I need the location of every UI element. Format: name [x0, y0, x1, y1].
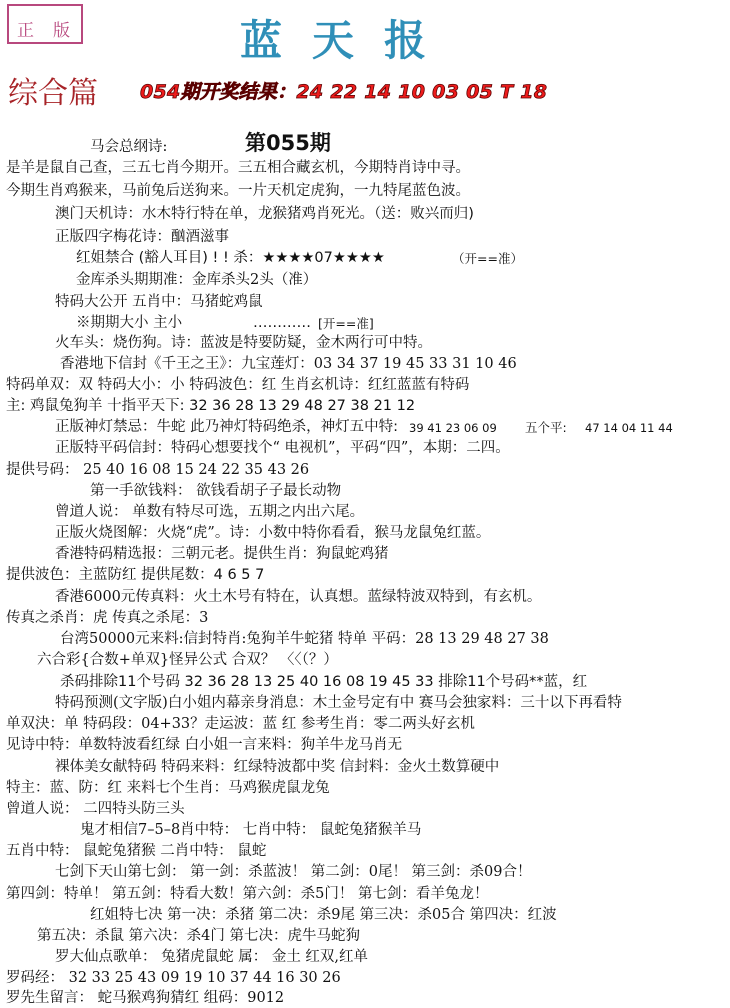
text-line: 罗码经： 32 33 25 43 09 19 10 37 44 16 30 26	[6, 970, 341, 986]
text-line: 五个平:	[525, 420, 567, 435]
draw-result-banner: 054期开奖结果：24 22 14 10 03 05 T 18	[140, 81, 548, 103]
text-line: 红姐特七决 第一决：杀猪 第二决：杀9尾 第三决：杀05合 第四决：红波	[90, 907, 557, 923]
text-line: 第一手欲钱料： 欲钱看胡子子最长动物	[90, 483, 342, 499]
text-line: …………	[253, 315, 311, 331]
text-line: 正版火烧图解：火烧“虎”。诗：小数中特你看看，猴马龙鼠兔红蓝。	[55, 525, 491, 541]
text-line: 提供号码： 25 40 16 08 15 24 22 35 43 26	[6, 462, 310, 478]
text-line: 第五决：杀鼠 第六决：杀4门 第七决：虎牛马蛇狗	[37, 928, 360, 944]
text-line: 主: 鸡鼠兔狗羊 十指平天下: 32 36 28 13 29 48 27 38 21 12	[6, 398, 416, 414]
text-line: 正版特平码信封：特码心想要找个“ 电视机”，平码“四”，本期：二四。	[55, 440, 510, 456]
text-line: 见诗中特：单数特波看红绿 白小姐一言来料：狗羊牛龙马肖无	[6, 737, 403, 753]
text-line: ※期期大小 主小	[76, 315, 183, 331]
text-line: 是羊是鼠自己查，三五七肖今期开。三五相合藏玄机，今期特肖诗中寻。	[6, 160, 470, 176]
text-line: 台湾50000元来料:信封特肖:兔狗羊牛蛇猪 特单 平码：28 13 29 48 27 38	[60, 631, 549, 647]
text-line: 47 14 04 11 44	[585, 421, 673, 435]
section-heading: 综合篇	[8, 76, 98, 111]
text-line: （开==准）	[452, 251, 523, 266]
stamp-left-char: 正	[17, 21, 34, 41]
text-line: 正版四字梅花诗：酗酒滋事	[55, 229, 229, 245]
text-line: 单双決：单 特码段：04+33？走运波：蓝 红 参考生肖：零二两头好玄机	[6, 716, 475, 732]
text-line: 火车头：烧伤狗。诗：蓝波是特要防疑，金木两行可中特。	[55, 335, 432, 351]
text-line: 香港特码精选报：三朝元老。提供生肖：狗鼠蛇鸡猪	[55, 546, 389, 562]
text-line: 曾道人说： 二四特头防三头	[6, 801, 185, 817]
text-line: 特主：蓝、防：红 来料七个生肖：马鸡猴虎鼠龙兔	[6, 780, 330, 796]
text-line: 传真之杀肖：虎 传真之杀尾：3	[6, 610, 209, 626]
text-line: 罗先生留言： 蛇马猴鸡狗猜红 组码：9012	[6, 990, 285, 1006]
text-line: 六合彩{合数+单双}怪异公式 合双？ 〈〈（？）	[37, 652, 338, 668]
text-line: 杀码排除11个号码 32 36 28 13 25 40 16 08 19 45 33 排除11个号码**蓝，红	[60, 674, 588, 690]
text-line: 特码预测(文字版)白小姐内幕亲身消息：木土金号定有中 赛马会独家料：三十以下再看特	[55, 695, 622, 711]
text-line: 澳门天机诗：水木特行特在单，龙猴猪鸡肖死光。（送：败兴而归)	[55, 206, 474, 222]
text-line: 罗大仙点歌单： 兔猪虎鼠蛇 属： 金土 红双,红单	[55, 949, 369, 965]
text-line: 香港6000元传真料：火土木号有特在，认真想。蓝绿特波双特到，有玄机。	[55, 589, 542, 605]
newspaper-title: 蓝天报	[240, 16, 457, 65]
text-line: 红姐禁合 (豁人耳目) ! ! 杀：★★★★07★★★★	[76, 250, 385, 266]
issue-number: 第055期	[245, 131, 331, 155]
text-line: 鬼才相信7–5–8肖中特： 七肖中特： 鼠蛇兔猪猴羊马	[80, 822, 422, 838]
text-line: [开==准]	[318, 316, 374, 331]
text-line: 提供波色：主蓝防红 提供尾数：4 6 5 7	[6, 567, 265, 583]
text-line: 五肖中特： 鼠蛇兔猪猴 二肖中特： 鼠蛇	[6, 843, 267, 859]
text-line: 特码单双：双 特码大小：小 特码波色：红 生肖玄机诗：红红蓝蓝有特码	[6, 377, 470, 393]
text-line: 正版神灯禁忌：牛蛇 此乃神灯特码绝杀，神灯五中特:	[55, 419, 398, 435]
genuine-edition-stamp	[7, 4, 83, 44]
text-line: 金库杀头期期准：金库杀头2头（准）	[76, 272, 318, 288]
text-line: 马会总纲诗:	[90, 139, 168, 155]
text-line: 第四剑：特单！ 第五剑：特看大数！第六剑：杀5门！ 第七剑：看羊兔龙！	[6, 886, 489, 902]
text-line: 特码大公开 五肖中：马猪蛇鸡鼠	[55, 294, 263, 310]
text-line: 今期生肖鸡猴来，马前兔后送狗来。一片天机定虎狗，一九特尾蓝色波。	[6, 183, 470, 199]
text-line: 七剑下天山第七剑： 第一剑：杀蓝波！ 第二剑：0尾！ 第三剑：杀09合！	[55, 864, 532, 880]
stamp-right-char: 版	[53, 21, 70, 41]
text-line: 裸体美女献特码 特码来料：红绿特波都中奖 信封料：金火土数算硬中	[55, 759, 500, 775]
text-line: 39 41 23 06 09	[409, 421, 497, 435]
text-line: 香港地下信封《千王之王》：九宝莲灯：03 34 37 19 45 33 31 10 46	[60, 356, 517, 372]
text-line: 曾道人说： 单数有特尽可选，五期之内出六尾。	[55, 504, 365, 520]
